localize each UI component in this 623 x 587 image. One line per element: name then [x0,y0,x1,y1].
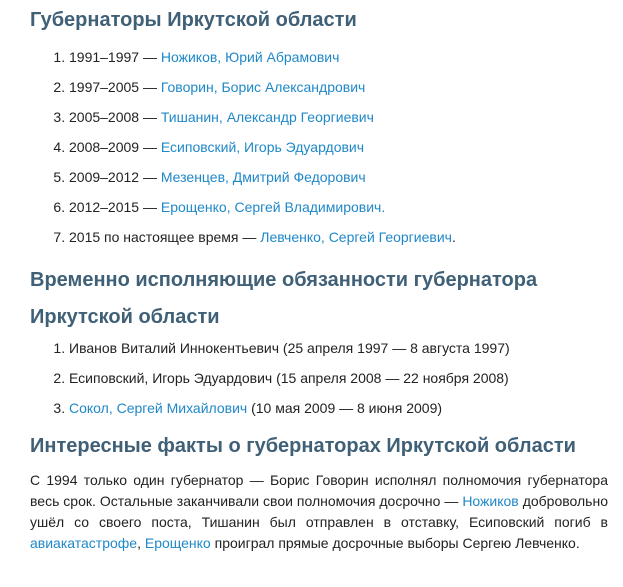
governor-link[interactable]: Ерощенко, Сергей Владимирович. [160,199,386,215]
facts-link-air-crash[interactable]: авиакатастрофе [30,535,138,551]
list-item [69,393,510,423]
section-heading-facts: Интересные факты о губернаторах Иркутской области [30,435,576,457]
section-heading-governors: Губернаторы Иркутской области [30,9,357,31]
governor-years: 2015 по настоящее время — [69,229,261,245]
acting-governors-list [30,333,510,423]
governor-years: 2005–2008 — [69,109,161,125]
list-item [69,192,456,222]
governor-link[interactable]: Мезенцев, Дмитрий Федорович [160,169,366,185]
governor-years: 2008–2009 — [69,139,161,155]
acting-governor-text: Иванов Виталий Иннокентьевич (25 апреля 1997 — 8 августа 1997) [69,340,510,356]
list-item [69,42,456,72]
list-item [69,333,510,363]
governors-list [30,42,456,252]
governor-years: 1991–1997 — [69,49,161,65]
facts-link-nozhikov[interactable]: Ножиков [462,493,519,509]
facts-text: , [137,535,145,551]
facts-text: С 1994 только один губернатор — Борис Говорин исполнял полномочия губернатора весь срок. Остальные заканчивали свои полномочия досрочно — [30,472,608,509]
list-item [69,363,510,393]
list-item [69,102,456,132]
governor-years: 2012–2015 — [69,199,161,215]
facts-link-eroshchenko[interactable]: Ерощенко [144,535,211,551]
list-item [69,162,456,192]
governor-link[interactable]: Есиповский, Игорь Эдуардович [160,139,365,155]
governor-link[interactable]: Тишанин, Александр Георгиевич [160,109,374,125]
governor-years: 1997–2005 — [69,79,161,95]
governor-suffix: . [451,229,456,245]
list-item [69,222,456,252]
facts-text: проиграл прямые досрочные выборы Сергею Левченко. [210,535,580,551]
acting-governor-text: Есиповский, Игорь Эдуардович (15 апреля 2008 — 22 ноября 2008) [69,370,509,386]
list-item [69,132,456,162]
governor-link[interactable]: Ножиков, Юрий Абрамович [160,49,340,65]
facts-text: добровольно ушёл со своего поста, Тишанин был отправлен в отставку, Есиповский погиб в [30,493,608,530]
acting-governor-text: (10 мая 2009 — 8 июня 2009) [247,400,443,416]
governor-years: 2009–2012 — [69,169,161,185]
governor-link[interactable]: Левченко, Сергей Георгиевич [260,229,452,245]
acting-governor-link[interactable]: Сокол, Сергей Михайлович [69,400,248,416]
section-heading-acting: Временно исполняющие обязанности губернатора Иркутской области [30,269,538,328]
facts-paragraph [30,470,608,554]
governor-link[interactable]: Говорин, Борис Александрович [160,79,366,95]
list-item [69,72,456,102]
